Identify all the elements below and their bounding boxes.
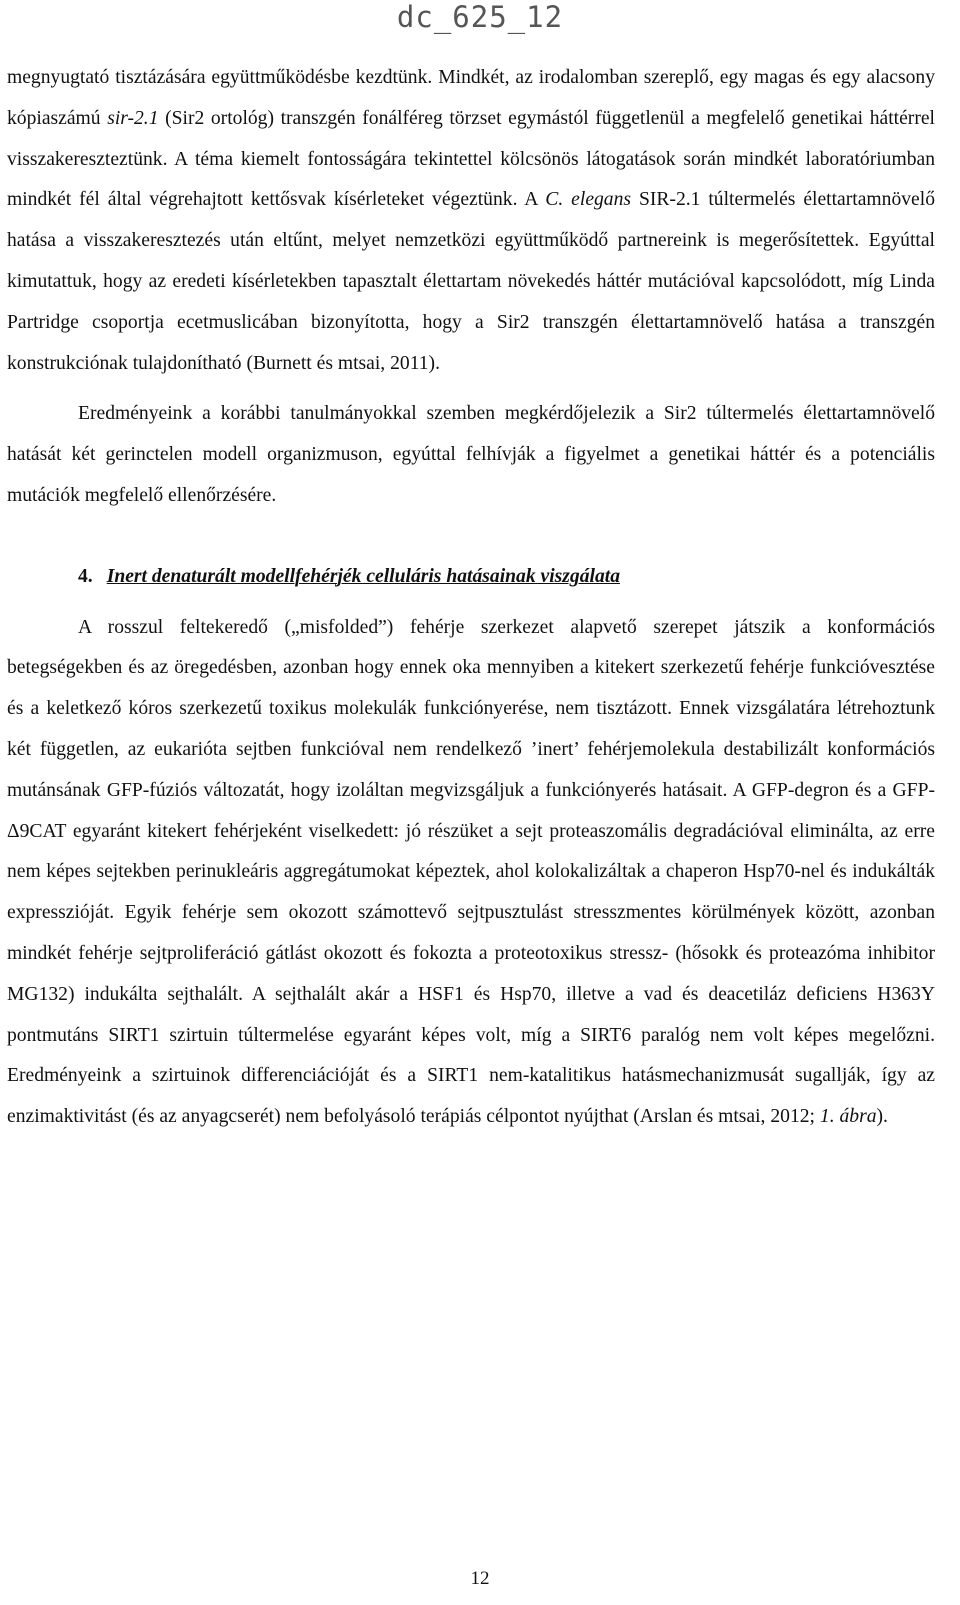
paragraph-conclusion: Eredményeink a korábbi tanulmányokkal szemben megkérdőjelezik a Sir2 túltermelés élettartamnövelő hatását két gerinctelen modell organizmuson, egyúttal felhívják a figyelmet a genetikai háttér és a potenciális mutációk megfelelő ellenőrzésére. <box>7 403 935 506</box>
figure-reference: 1. ábra <box>819 1106 877 1128</box>
section-heading <box>7 557 935 598</box>
document-id-header: dc_625_12 <box>396 0 564 34</box>
section-number: 4. <box>78 565 93 587</box>
gene-name-italic: sir-2.1 <box>107 107 159 129</box>
text-run: megnyugtató tisztázására együttműködésbe kezdtünk. Mindkét, az irodalomban szereplő, egy magas és egy alacsony kópiaszámú <box>7 67 935 129</box>
page-body <box>7 58 935 1138</box>
text-run: A rosszul feltekeredő („misfolded”) fehérje szerkezet alapvető szerepet játszik a konformációs betegségekben és az öregedésben, azonban hogy ennek oka mennyiben a kitekert szerkezetű fehérje funkcióvesztése és a keletkező kóros szerkezetű toxikus molekulák funkciónyerése, nem tisztázott. Ennek vizsgálatára létrehoztunk két független, az eukarióta sejtben funkcióval nem rendelkező ’inert’ fehérjemolekula destabilizált konformációs mutánsának GFP-fúziós változatát, hogy izoláltan megvizsgáljuk a funkciónyerés hatásait. A GFP-degron és a GFP-Δ9CAT egyaránt kitekert fehérjeként viselkedett: jó részüket a sejt proteaszomális degradációval eliminálta, az erre nem képes sejtekben perinukleáris aggregátumokat képeztek, ahol kolokalizáltak a chaperon Hsp70-nel és indukálták expresszióját. Egyik fehérje sem okozott számottevő sejtpusztulást stresszmentes körülmények között, azonban mindkét fehérje sejtproliferáció gátlást okozott és fokozta a proteotoxikus stressz- (hősokk és proteazóma inhibitor MG132) indukálta sejthalált. A sejthalált akár a HSF1 és Hsp70, illetve a vad és deacetiláz deficiens H363Y pontmutáns SIRT1 szirtuin túltermelése egyaránt képes volt, míg a SIRT6 paralóg nem volt képes megelőzni. Eredményeink a szirtuinok differenciációját és a SIRT1 nem-katalitikus hatásmechanizmusát sugallják, így az enzimaktivitást (és az anyagcserét) nem befolyásoló terápiás célpontot nyújthat (Arslan és mtsai, 2012; <box>7 616 935 1128</box>
text-run: SIR-2.1 túltermelés élettartamnövelő hatása a visszakeresztezés után eltűnt, melyet nemzetközi együttműködő partnereink is megerősítettek. Egyúttal kimutattuk, hogy az eredeti kísérletekben tapasztalt élettartam növekedés háttér mutációval kapcsolódott, míg Linda Partridge csoportja ecetmuslicában bizonyította, hogy a Sir2 transzgén élettartamnövelő hatása a transzgén konstrukciónak tulajdonítható (Burnett és mtsai, 2011). <box>7 189 935 374</box>
paragraph-inert-proteins <box>7 608 935 1138</box>
species-name-italic: C. elegans <box>545 189 632 211</box>
section-title: Inert denaturált modellfehérjék celluláris hatásainak viszgálata <box>106 565 620 587</box>
text-run: (Sir2 ortológ) transzgén fonálféreg törzset egymástól függetlenül a megfelelő genetikai háttérrel visszakereszteztünk. A téma kiemelt fontosságára tekintettel kölcsönös látogatások során mindkét laboratóriumban mindkét fél által végrehajtott kettősvak kísérleteket végeztünk. A <box>7 107 935 211</box>
page-number: 12 <box>470 1568 490 1589</box>
paragraph-sir2-continuation <box>7 58 935 384</box>
text-run: ). <box>876 1106 888 1128</box>
